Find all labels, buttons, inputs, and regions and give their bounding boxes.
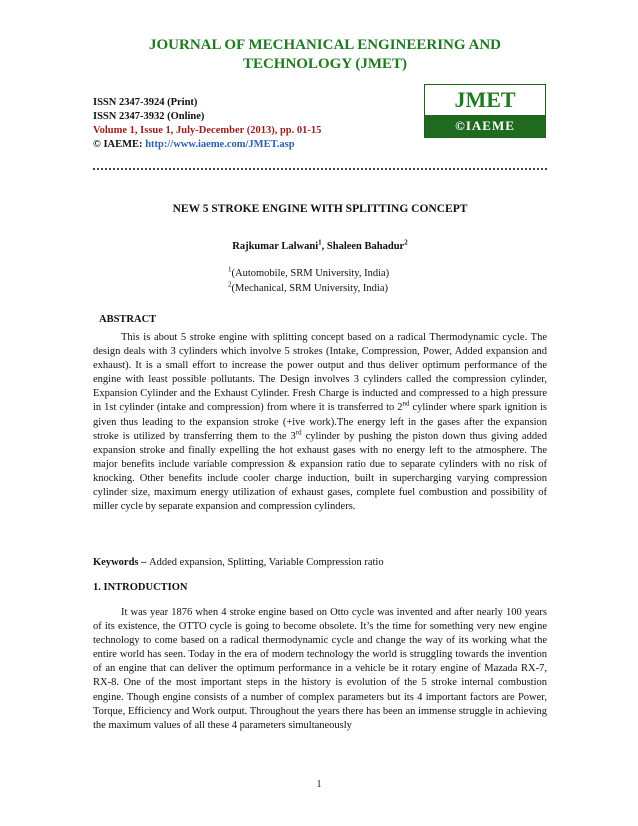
journal-metadata bbox=[93, 96, 321, 152]
website-link[interactable]: http://www.iaeme.com/JMET.asp bbox=[145, 139, 295, 150]
abstract-text-b: cylinder where spark ignition is given thus leading to the expansion stroke (+ive work).The energy left in the gases after the expansion stroke is utilized by transferring them to the 3 bbox=[93, 402, 547, 442]
affiliation-1-sup: 1 bbox=[228, 265, 232, 274]
journal-title-line1: JOURNAL OF MECHANICAL ENGINEERING AND bbox=[149, 37, 501, 53]
abstract-sup-rd: rd bbox=[295, 428, 302, 437]
abstract-text-c: cylinder by pushing the piston down thus giving added expansion stroke and finally expelling the hot exhaust gases with no energy left to the atmosphere. The major benefits include variable compression & expansion ratio due to separate cylinders with no risk of knocking. Other benefits include cooler charge induction, built in supercharging varying compression cylinder size, maximum energy utilization of exhaust gases, complete fuel combustion and possibility of miller cycle by separate expansion and compression cylinders. bbox=[93, 430, 547, 513]
header-divider bbox=[93, 168, 547, 170]
author-2: Shaleen Bahadur bbox=[326, 241, 405, 252]
introduction-paragraph: It was year 1876 when 4 stroke engine based on Otto cycle was invented and after nearly 100 years of its existence, the OTTO cycle is going to become obsolete. It’s the time for something very new engine technology to come based on a radical thermodynamic cycle and change the way of its working what the entire world has seen. Today in the era of modern technology the world is struggling towards the invention of an engine that can deliver the optimum performance in a vehicle be it rotary engine of Mazada RX-7, RX-8. One of the most important steps in the history is evolution of the 5 stroke internal combustion engine. Though engine consists of a number of complex parameters but its 4 important factors are Power, Torque, Efficiency and Work output. Throughout the years there has been an immense struggle in achieving the maximum values of all these 4 parameters simultaneously bbox=[93, 607, 547, 731]
abstract-sup-nd: nd bbox=[402, 399, 410, 408]
jmet-logo bbox=[424, 84, 546, 138]
affiliation-1 bbox=[228, 265, 390, 279]
affiliation-2 bbox=[228, 280, 388, 294]
author-2-sup: 2 bbox=[404, 238, 408, 247]
website-prefix: © IAEME: bbox=[93, 139, 146, 150]
logo-iaeme-text: ©IAEME bbox=[425, 115, 545, 137]
affiliation-1-text: (Automobile, SRM University, India) bbox=[231, 268, 390, 279]
introduction-heading: 1. INTRODUCTION bbox=[93, 582, 188, 593]
keywords-text: Added expansion, Splitting, Variable Compression ratio bbox=[149, 557, 384, 568]
page-number: 1 bbox=[316, 779, 322, 790]
keywords-label: Keywords – bbox=[93, 557, 149, 568]
affiliation-2-sup: 2 bbox=[228, 280, 232, 289]
affiliation-2-text: (Mechanical, SRM University, India) bbox=[231, 283, 388, 294]
abstract-paragraph bbox=[93, 331, 547, 514]
journal-title-line2: TECHNOLOGY (JMET) bbox=[242, 56, 408, 72]
abstract-text-a: This is about 5 stroke engine with splitting concept based on a radical Thermodynamic cycle. The design deals with 3 cylinders which involve 5 strokes (Intake, Compression, Power, Added expansion and exhaust). It is a small effort to increase the power output and thus deliver optimum performance of the engine with least possible pollutants. The Design involves 3 cylinders called the compression cylinder, Expansion Cylinder and the Exhaust Cylinder. Fresh Charge is inducted and compressed to a high pressure in 1st cylinder (intake and compression) from where it is transferred to 2 bbox=[93, 332, 547, 414]
issn-print: ISSN 2347-3924 (Print) bbox=[93, 97, 198, 108]
introduction-body bbox=[93, 606, 547, 733]
author-list bbox=[93, 238, 547, 252]
volume-info: Volume 1, Issue 1, July-December (2013), pp. 01-15 bbox=[93, 125, 322, 136]
author-1: Rajkumar Lalwani bbox=[232, 241, 319, 252]
author-separator: , bbox=[321, 241, 327, 252]
issn-online: ISSN 2347-3932 (Online) bbox=[93, 111, 205, 122]
abstract-body bbox=[93, 331, 547, 514]
journal-website bbox=[93, 138, 321, 152]
keywords-line bbox=[93, 557, 547, 568]
journal-title bbox=[120, 36, 530, 74]
author-1-sup: 1 bbox=[318, 238, 322, 247]
abstract-heading: ABSTRACT bbox=[99, 314, 157, 325]
paper-title: NEW 5 STROKE ENGINE WITH SPLITTING CONCEPT bbox=[172, 203, 468, 215]
logo-jmet-text: JMET bbox=[454, 87, 516, 112]
